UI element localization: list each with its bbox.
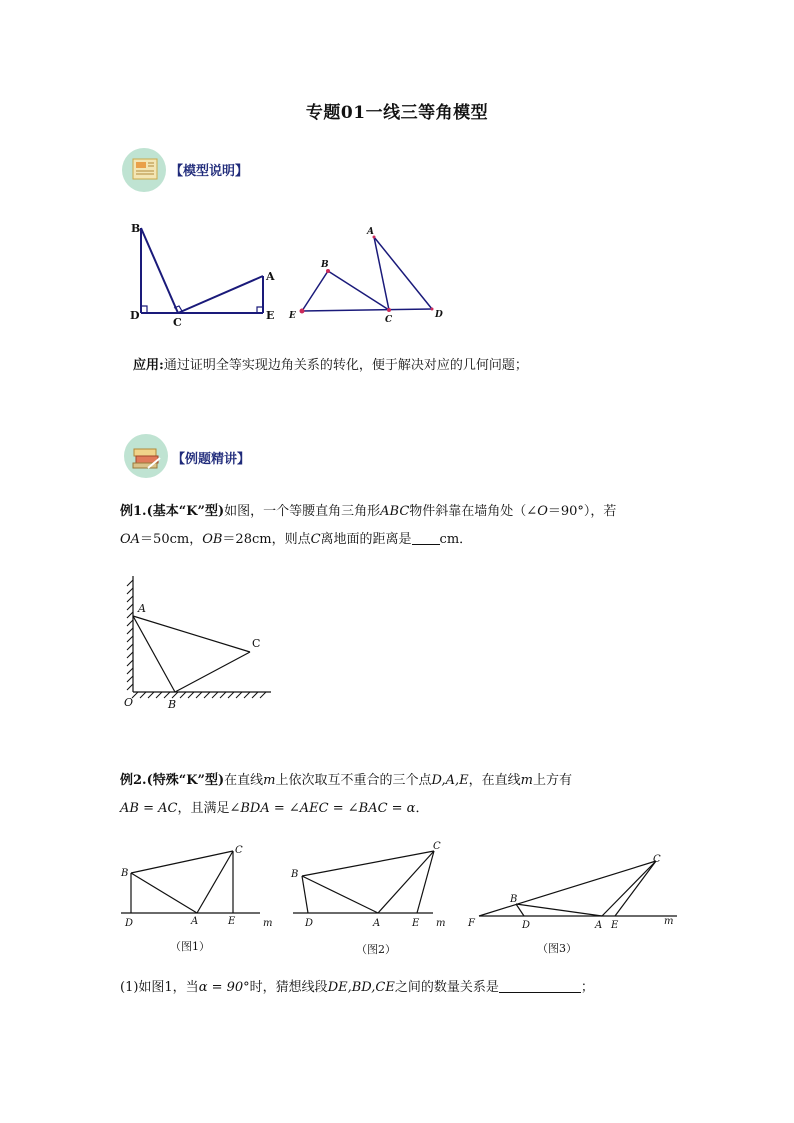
example1-text3: ＝90°），若 [547,504,617,519]
application-label: 应用: [133,358,164,373]
q1-mid: 时，猜想线段 [249,980,328,995]
application-line [133,353,528,379]
fig3-caption: （图3） [537,942,577,955]
example2-m1: m [263,773,276,788]
model1-label-a: A [266,270,275,283]
q1-post: 之间的数量关系是 [394,980,499,995]
example2-text1: 在直线 [224,773,264,788]
fig2-caption: （图2） [356,943,396,956]
example2-text2: 上依次取互不重合的三个点 [275,773,432,788]
ex1-label-a: A [138,602,146,615]
fig3-label-b: B [510,894,518,905]
q1-vars: DE,BD,CE [327,980,395,995]
example1-text6: 离地面的距离是 [320,532,412,547]
example2-end: ． [415,801,429,816]
model1-label-b: B [131,222,141,235]
example2-line1 [120,768,572,794]
section-heading-model: 【模型说明】 [170,164,249,179]
example1-text1: 如图，一个等腰直角三角形 [224,504,381,519]
fig2-label-d: D [305,918,314,929]
ex1-label-b: B [168,698,177,711]
model1-label-e: E [266,309,275,322]
example2-text4: 上方有 [532,773,572,788]
example1-abc: ABC [380,504,410,519]
fig2-label-c: C [433,841,441,852]
example1-figure [118,568,283,718]
fig1-caption: （图1） [170,940,210,953]
fig3-label-d: D [522,920,531,931]
fig2-label-b: B [291,869,299,880]
fig1-label-e: E [228,916,236,927]
model2-label-a: A [367,227,374,237]
example1-unit: cm． [439,532,473,547]
example2-text3: ，在直线 [468,773,521,788]
model-figure-1 [125,218,290,328]
example1-text4: ＝50cm， [140,532,203,547]
page-title: 专题01一线三等角模型 [305,103,489,123]
model2-label-c: C [385,315,393,325]
fig3-label-c: C [653,854,661,865]
model1-label-d: D [130,309,140,322]
example2-label: 例2.(特殊“K”型) [120,773,225,788]
fig1-label-d: D [125,918,134,929]
model1-label-c: C [173,316,182,328]
ex1-label-o: O [124,696,134,709]
example2-line2 [120,796,428,822]
example1-line2 [120,527,472,553]
model-figure-2 [285,222,450,327]
example2-figure-3 [462,848,682,962]
books-icon [124,434,168,478]
example2-figure-1 [118,840,278,960]
ex1-label-c: C [252,637,261,650]
q1-end: ； [580,980,594,995]
model2-label-e: E [289,311,296,321]
section-icon-model [122,148,166,192]
example2-figure-2 [288,836,453,960]
example1-text5: ＝28cm，则点 [222,532,311,547]
q1-pre: (1)如图1，当 [120,980,199,995]
example2-text5: ，且满足 [177,801,230,816]
fig1-label-a: A [191,916,199,927]
example1-o: O [537,504,548,519]
example1-answer-blank[interactable] [412,530,440,545]
model2-label-d: D [435,310,443,320]
example1-line1 [120,499,616,525]
example1-c: C [310,532,321,547]
fig3-label-m: m [664,916,674,927]
fig1-label-c: C [235,845,243,856]
fig1-label-m: m [263,918,273,929]
fig3-label-e: E [611,920,619,931]
example2-m2: m [520,773,533,788]
application-text: 通过证明全等实现边角关系的转化，便于解决对应的几何问题； [163,358,528,373]
q1-cond: α = 90° [198,980,250,995]
model2-label-b: B [321,260,329,270]
fig3-label-a: A [595,920,603,931]
section-icon-examples [124,434,168,478]
fig2-label-a: A [373,918,381,929]
example1-oa: OA [120,532,141,547]
example1-ob: OB [202,532,223,547]
example2-cond1: AB = AC [120,801,178,816]
fig2-label-e: E [412,918,420,929]
fig1-label-b: B [121,868,129,879]
document-icon [122,148,166,192]
example1-label: 例1.(基本“K”型) [120,504,225,519]
section-heading-examples: 【例题精讲】 [172,452,251,467]
fig2-label-m: m [436,918,446,929]
fig3-label-f: F [468,918,475,929]
example2-question-1 [120,975,594,1001]
example2-points: D,A,E [431,773,469,788]
example2-cond2: ∠BDA = ∠AEC = ∠BAC = α [229,801,416,816]
q1-answer-blank[interactable] [499,978,581,993]
example1-text2: 物件斜靠在墙角处（∠ [409,504,538,519]
